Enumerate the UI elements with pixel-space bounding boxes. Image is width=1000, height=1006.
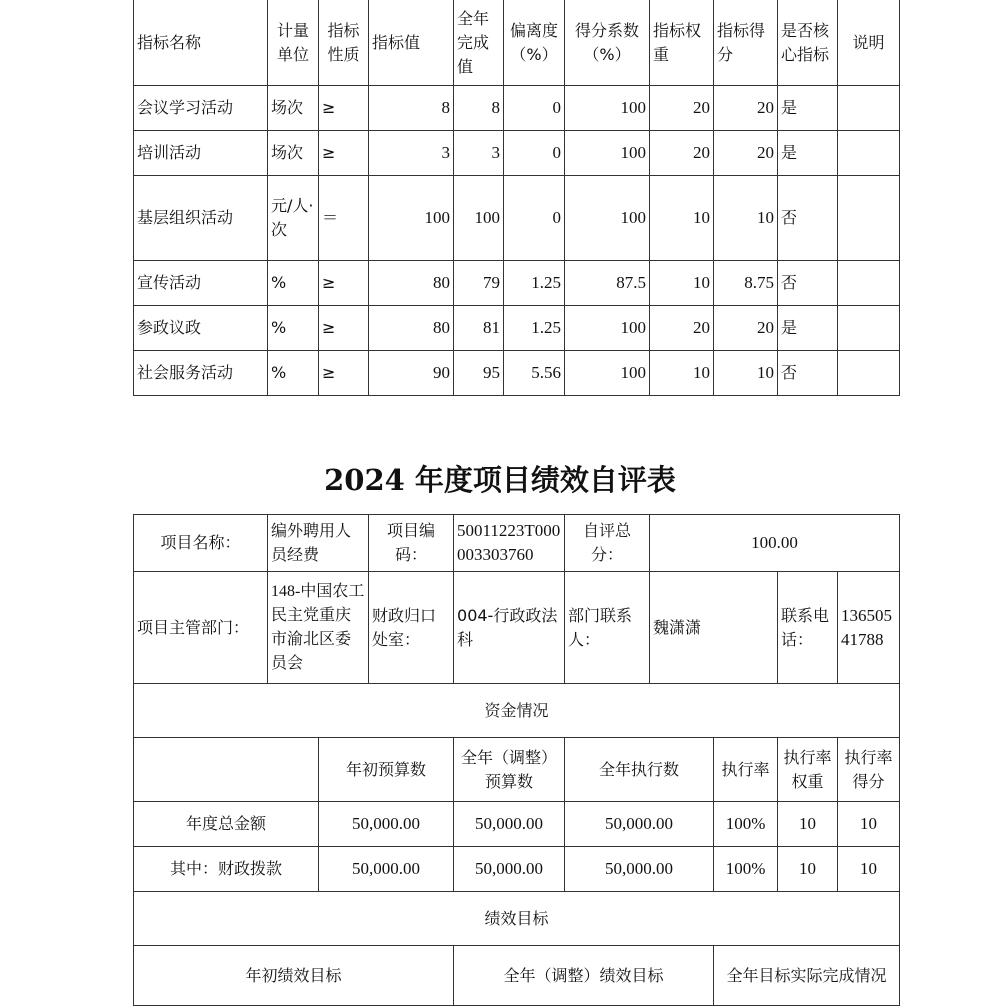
funds-row [134, 847, 900, 892]
goals-initial: 年初绩效目标 [134, 946, 454, 1006]
page-title: 2024 年度项目绩效自评表 [324, 463, 676, 497]
funds-row-adjusted: 50,000.00 [454, 802, 565, 847]
row-score: 20 [714, 306, 778, 351]
dept-label: 项目主管部门： [134, 572, 268, 684]
funds-header-adjusted: 全年（调整）预算数 [454, 738, 565, 802]
row-value: 80 [369, 306, 454, 351]
funds-header-initial: 年初预算数 [319, 738, 454, 802]
row-actual: 3 [454, 131, 504, 176]
table-row [134, 306, 900, 351]
row-core: 否 [778, 176, 838, 261]
row-nature: ≥ [319, 261, 369, 306]
project-code-value: 50011223T000003303760 [454, 515, 565, 572]
row-actual: 100 [454, 176, 504, 261]
project-score-value: 100.00 [650, 515, 900, 572]
goals-section-title: 绩效目标 [134, 892, 900, 946]
header-name: 指标名称 [134, 0, 268, 86]
row-weight: 10 [650, 176, 714, 261]
row-deviation: 0 [504, 176, 565, 261]
row-deviation: 0 [504, 131, 565, 176]
row-value: 8 [369, 86, 454, 131]
header-core: 是否核心指标 [778, 0, 838, 86]
funds-row-rate-weight: 10 [778, 847, 838, 892]
table-row [134, 131, 900, 176]
row-score: 10 [714, 351, 778, 396]
funds-row-label: 年度总金额 [134, 802, 319, 847]
funds-row-rate-score: 10 [838, 802, 900, 847]
funds-header-rate: 执行率 [714, 738, 778, 802]
row-coefficient: 100 [565, 176, 650, 261]
row-weight: 20 [650, 306, 714, 351]
row-name: 参政议政 [134, 306, 268, 351]
row-unit: 场次 [268, 131, 319, 176]
funds-row-label: 其中：财政拨款 [134, 847, 319, 892]
funds-header-rate-score: 执行率得分 [838, 738, 900, 802]
funds-row-initial: 50,000.00 [319, 802, 454, 847]
row-coefficient: 100 [565, 86, 650, 131]
row-deviation: 5.56 [504, 351, 565, 396]
row-weight: 20 [650, 86, 714, 131]
funds-header-blank [134, 738, 319, 802]
project-info-row [134, 515, 900, 572]
row-deviation: 1.25 [504, 306, 565, 351]
row-note [838, 261, 900, 306]
row-core: 否 [778, 351, 838, 396]
row-actual: 95 [454, 351, 504, 396]
funds-row-adjusted: 50,000.00 [454, 847, 565, 892]
funds-row-rate: 100% [714, 802, 778, 847]
indicator-table [133, 0, 900, 396]
row-note [838, 131, 900, 176]
row-unit: % [268, 351, 319, 396]
header-note: 说明 [838, 0, 900, 86]
funds-header-executed: 全年执行数 [565, 738, 714, 802]
project-name-label: 项目名称： [134, 515, 268, 572]
header-weight: 指标权重 [650, 0, 714, 86]
row-nature: ＝ [319, 176, 369, 261]
row-core: 是 [778, 131, 838, 176]
row-nature: ≥ [319, 306, 369, 351]
row-core: 是 [778, 306, 838, 351]
row-name: 社会服务活动 [134, 351, 268, 396]
row-note [838, 351, 900, 396]
project-dept-row [134, 572, 900, 684]
header-nature: 指标性质 [319, 0, 369, 86]
funds-section-title: 资金情况 [134, 684, 900, 738]
row-actual: 8 [454, 86, 504, 131]
row-score: 20 [714, 131, 778, 176]
project-table [133, 514, 900, 1006]
row-deviation: 0 [504, 86, 565, 131]
funds-header-rate-weight: 执行率权重 [778, 738, 838, 802]
row-name: 基层组织活动 [134, 176, 268, 261]
row-coefficient: 100 [565, 351, 650, 396]
funds-row-rate-score: 10 [838, 847, 900, 892]
dept-value: 148-中国农工民主党重庆市渝北区委员会 [268, 572, 369, 684]
phone-value: 13650541788 [838, 572, 900, 684]
header-unit: 计量单位 [268, 0, 319, 86]
row-note [838, 176, 900, 261]
row-unit: % [268, 306, 319, 351]
funds-row-initial: 50,000.00 [319, 847, 454, 892]
row-score: 8.75 [714, 261, 778, 306]
table-row [134, 261, 900, 306]
row-deviation: 1.25 [504, 261, 565, 306]
row-unit: 元/人·次 [268, 176, 319, 261]
finance-value: 004-行政政法科 [454, 572, 565, 684]
finance-label: 财政归口处室： [369, 572, 454, 684]
header-actual: 全年完成值 [454, 0, 504, 86]
row-note [838, 86, 900, 131]
funds-row-executed: 50,000.00 [565, 802, 714, 847]
row-actual: 79 [454, 261, 504, 306]
funds-row-rate-weight: 10 [778, 802, 838, 847]
row-actual: 81 [454, 306, 504, 351]
table-row [134, 351, 900, 396]
row-core: 否 [778, 261, 838, 306]
goals-header-row [134, 946, 900, 1006]
row-weight: 10 [650, 351, 714, 396]
funds-section-row [134, 684, 900, 738]
row-nature: ≥ [319, 86, 369, 131]
project-score-label: 自评总分： [565, 515, 650, 572]
funds-header-row [134, 738, 900, 802]
row-value: 80 [369, 261, 454, 306]
table-row [134, 176, 900, 261]
row-note [838, 306, 900, 351]
funds-row-rate: 100% [714, 847, 778, 892]
row-value: 90 [369, 351, 454, 396]
table-row [134, 86, 900, 131]
goals-actual: 全年目标实际完成情况 [714, 946, 900, 1006]
row-core: 是 [778, 86, 838, 131]
header-deviation: 偏离度（%） [504, 0, 565, 86]
goals-section-row [134, 892, 900, 946]
phone-label: 联系电话： [778, 572, 838, 684]
funds-row-executed: 50,000.00 [565, 847, 714, 892]
row-weight: 20 [650, 131, 714, 176]
contact-label: 部门联系人： [565, 572, 650, 684]
goals-adjusted: 全年（调整）绩效目标 [454, 946, 714, 1006]
header-coefficient: 得分系数（%） [565, 0, 650, 86]
row-nature: ≥ [319, 351, 369, 396]
header-value: 指标值 [369, 0, 454, 86]
row-value: 3 [369, 131, 454, 176]
row-coefficient: 100 [565, 306, 650, 351]
row-score: 10 [714, 176, 778, 261]
row-coefficient: 100 [565, 131, 650, 176]
row-unit: % [268, 261, 319, 306]
row-nature: ≥ [319, 131, 369, 176]
row-name: 培训活动 [134, 131, 268, 176]
row-score: 20 [714, 86, 778, 131]
row-weight: 10 [650, 261, 714, 306]
row-name: 会议学习活动 [134, 86, 268, 131]
project-name-value: 编外聘用人员经费 [268, 515, 369, 572]
header-score: 指标得分 [714, 0, 778, 86]
project-code-label: 项目编码： [369, 515, 454, 572]
contact-value: 魏潇潇 [650, 572, 778, 684]
funds-row [134, 802, 900, 847]
row-value: 100 [369, 176, 454, 261]
row-unit: 场次 [268, 86, 319, 131]
indicator-header-row [134, 0, 900, 86]
row-name: 宣传活动 [134, 261, 268, 306]
row-coefficient: 87.5 [565, 261, 650, 306]
